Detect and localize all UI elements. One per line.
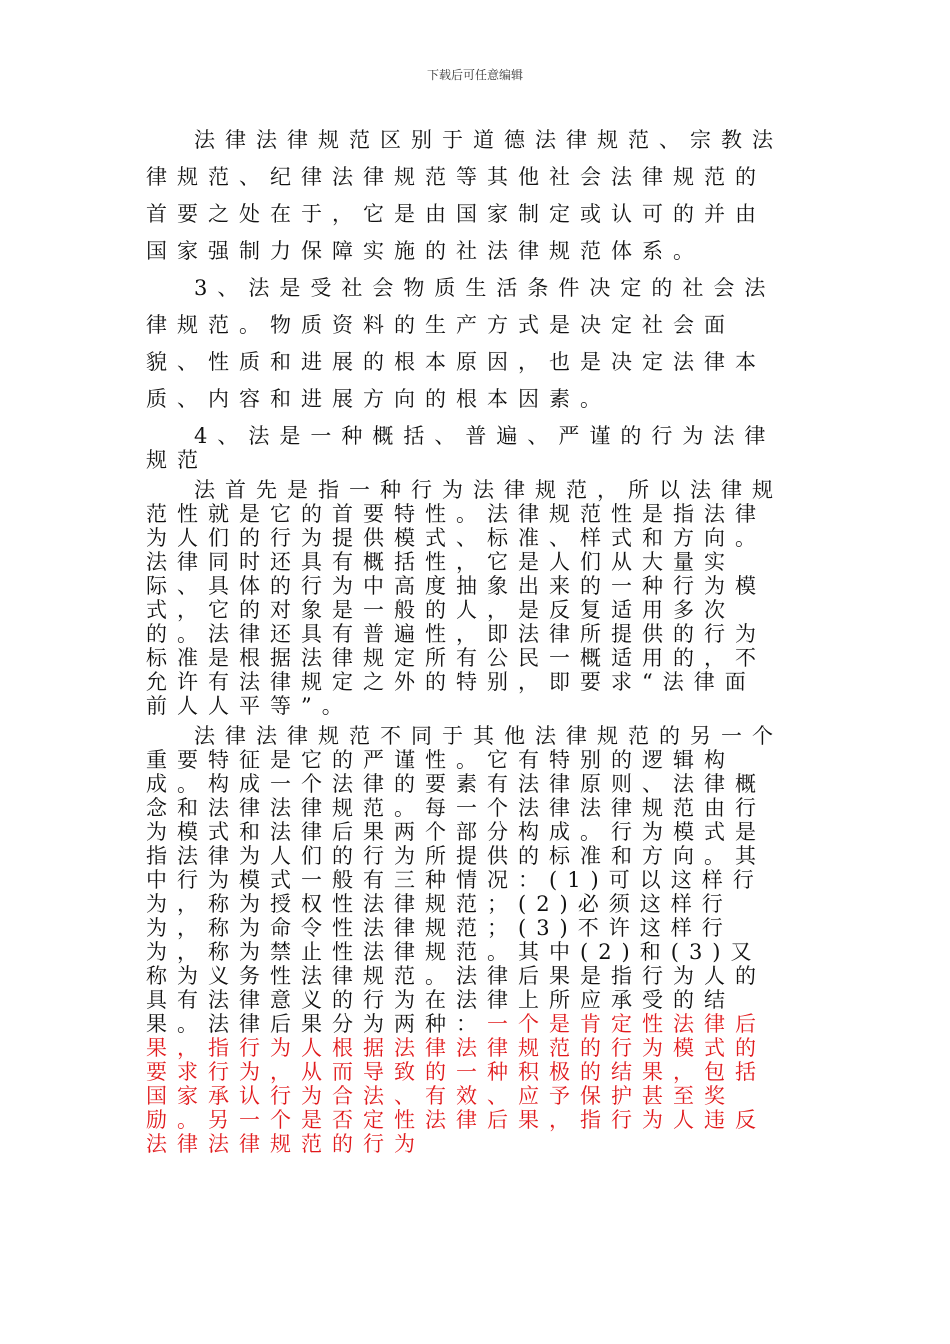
paragraph-point-4-heading: 4、法是一种概括、普遍、严谨的行为法律规范 xyxy=(146,424,776,472)
paragraph-definition: 法律法律规范区别于道德法律规范、宗教法律规范、纪律法律规范等其他社会法律规范的首要之处在于，它是由国家制定或认可的并由国家强制力保障实施的社法律规范体系。 xyxy=(146,128,783,263)
paragraph-point-3: 3、法是受社会物质生活条件决定的社会法律规范。物质资料的生产方式是决定社会面貌、性质和进展的根本原因，也是决定法律本质、内容和进展方向的根本因素。 xyxy=(146,276,776,411)
paragraph-normativity: 法首先是指一种行为法律规范，所以法律规范性就是它的首要特性。法律规范性是指法律为人们的行为提供模式、标准、样式和方向。法律同时还具有概括性，它是人们从大量实际、具体的行为中高度抽象出来的一种行为模式，它的对象是一般的人，是反复适用多次的。法律还具有普遍性，即法律所提供的行为标准是根据法律规定所有公民一概适用的，不允许有法律规定之外的特别，即要求“法律面前人人平等”。 xyxy=(146,478,783,718)
page-header: 下载后可任意编辑 xyxy=(426,68,523,82)
paragraph-strictness-highlight: 一个是肯定性法律后果，指行为人根据法律法律规范的行为模式的要求行为，从而导致的一种积极的结果，包括国家承认行为合法、有效、应予保护甚至奖励。另一个是否定性法律后果，指行为人违反法律法律规范的行为 xyxy=(146,1012,766,1156)
spaced-section xyxy=(146,122,786,418)
paragraph-strictness-black: 法律法律规范不同于其他法律规范的另一个重要特征是它的严谨性。它有特别的逻辑构成。构成一个法律的要素有法律原则、法律概念和法律法律规范。每一个法律法律规范由行为模式和法律后果两个部分构成。行为模式是指法律为人们的行为所提供的标准和方向。其中行为模式一般有三种情况：(1)可以这样行为，称为授权性法律规范；(2)必须这样行为，称为命令性法律规范；(3)不许这样行为，称为禁止性法律规范。其中(2)和(3)又称为义务性法律规范。法律后果是指行为人的具有法律意义的行为在法律上所应承受的结果。法律后果分为两种： xyxy=(146,724,783,1036)
document-body xyxy=(146,122,786,1156)
tight-section xyxy=(146,424,786,1156)
paragraph-strictness xyxy=(146,724,786,1156)
